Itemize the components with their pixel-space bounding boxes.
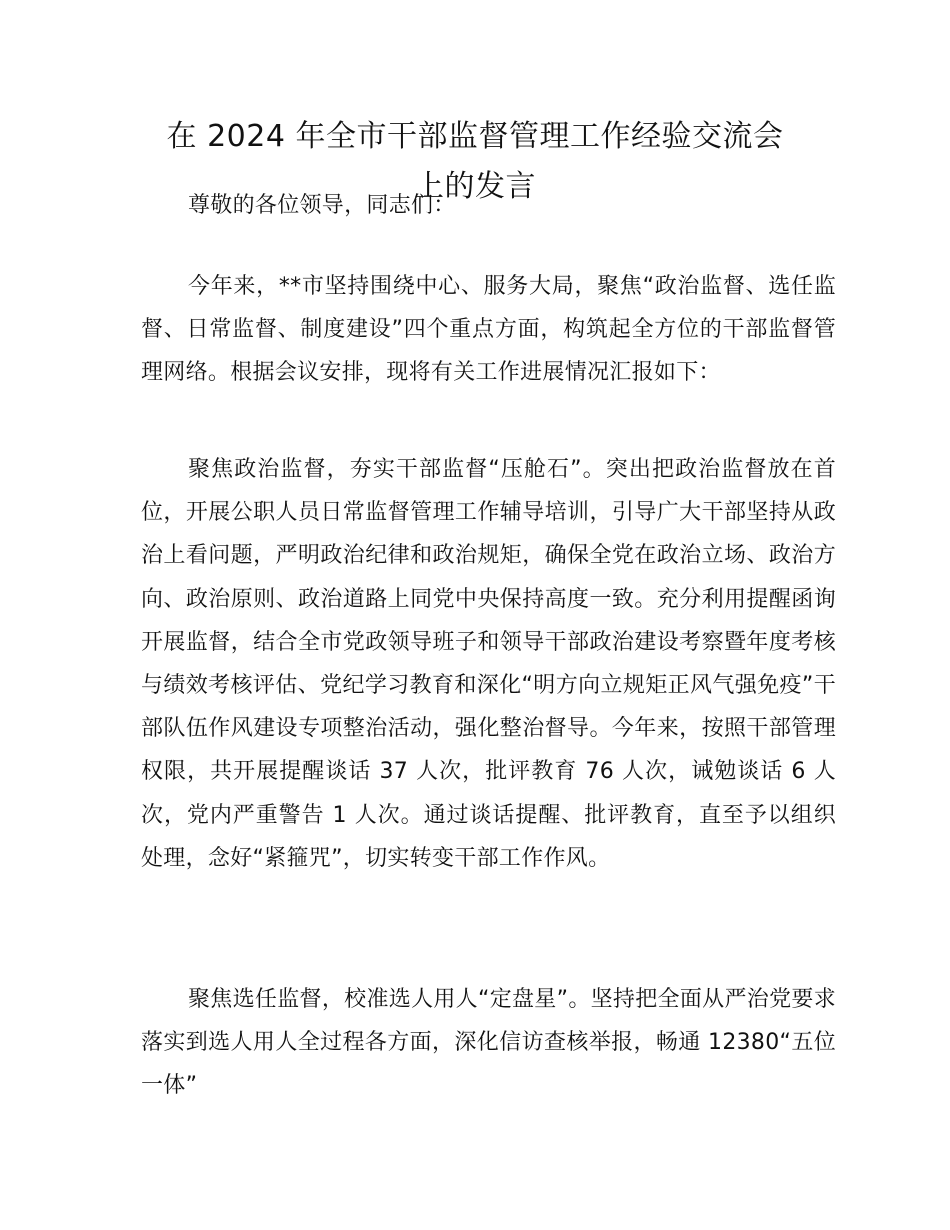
title-line-2: 上的发言 — [414, 169, 536, 204]
title-line-1: 在 2024 年全市干部监督管理工作经验交流会 — [166, 119, 784, 154]
paragraph-selection-supervision: 聚焦选任监督，校准选人用人“定盘星”。坚持把全面从严治党要求落实到选人用人全过程各方面，深化信访查核举报，畅通 12380“五位一体” — [141, 987, 836, 1099]
paragraph-political-supervision: 聚焦政治监督，夯实干部监督“压舱石”。突出把政治监督放在首位，开展公职人员日常监督管理工作辅导培训，引导广大干部坚持从政治上看问题，严明政治纪律和政治规矩，确保全党在政治立场、政治方向、政治原则、政治道路上同党中央保持高度一致。充分利用提醒函询开展监督，结合全市党政领导班子和领导干部政治建设考察暨年度考核与绩效考核评估、党纪学习教育和深化“明方向立规矩正风气强免疫”干部队伍作风建设专项整治活动，强化整治督导。今年来，按照干部管理权限，共开展提醒谈话 37 人次，批评教育 76 人次，诫勉谈话 6 人次，党内严重警告 1 人次。通过谈话提醒、批评教育，直至予以组织处理，念好“紧箍咒”，切实转变干部工作作风。 — [141, 457, 836, 871]
salutation: 尊敬的各位领导，同志们： — [188, 193, 456, 218]
paragraph-intro: 今年来，**市坚持围绕中心、服务大局，聚焦“政治监督、选任监督、日常监督、制度建设”四个重点方面，构筑起全方位的干部监督管理网络。根据会议安排，现将有关工作进展情况汇报如下： — [141, 274, 836, 386]
